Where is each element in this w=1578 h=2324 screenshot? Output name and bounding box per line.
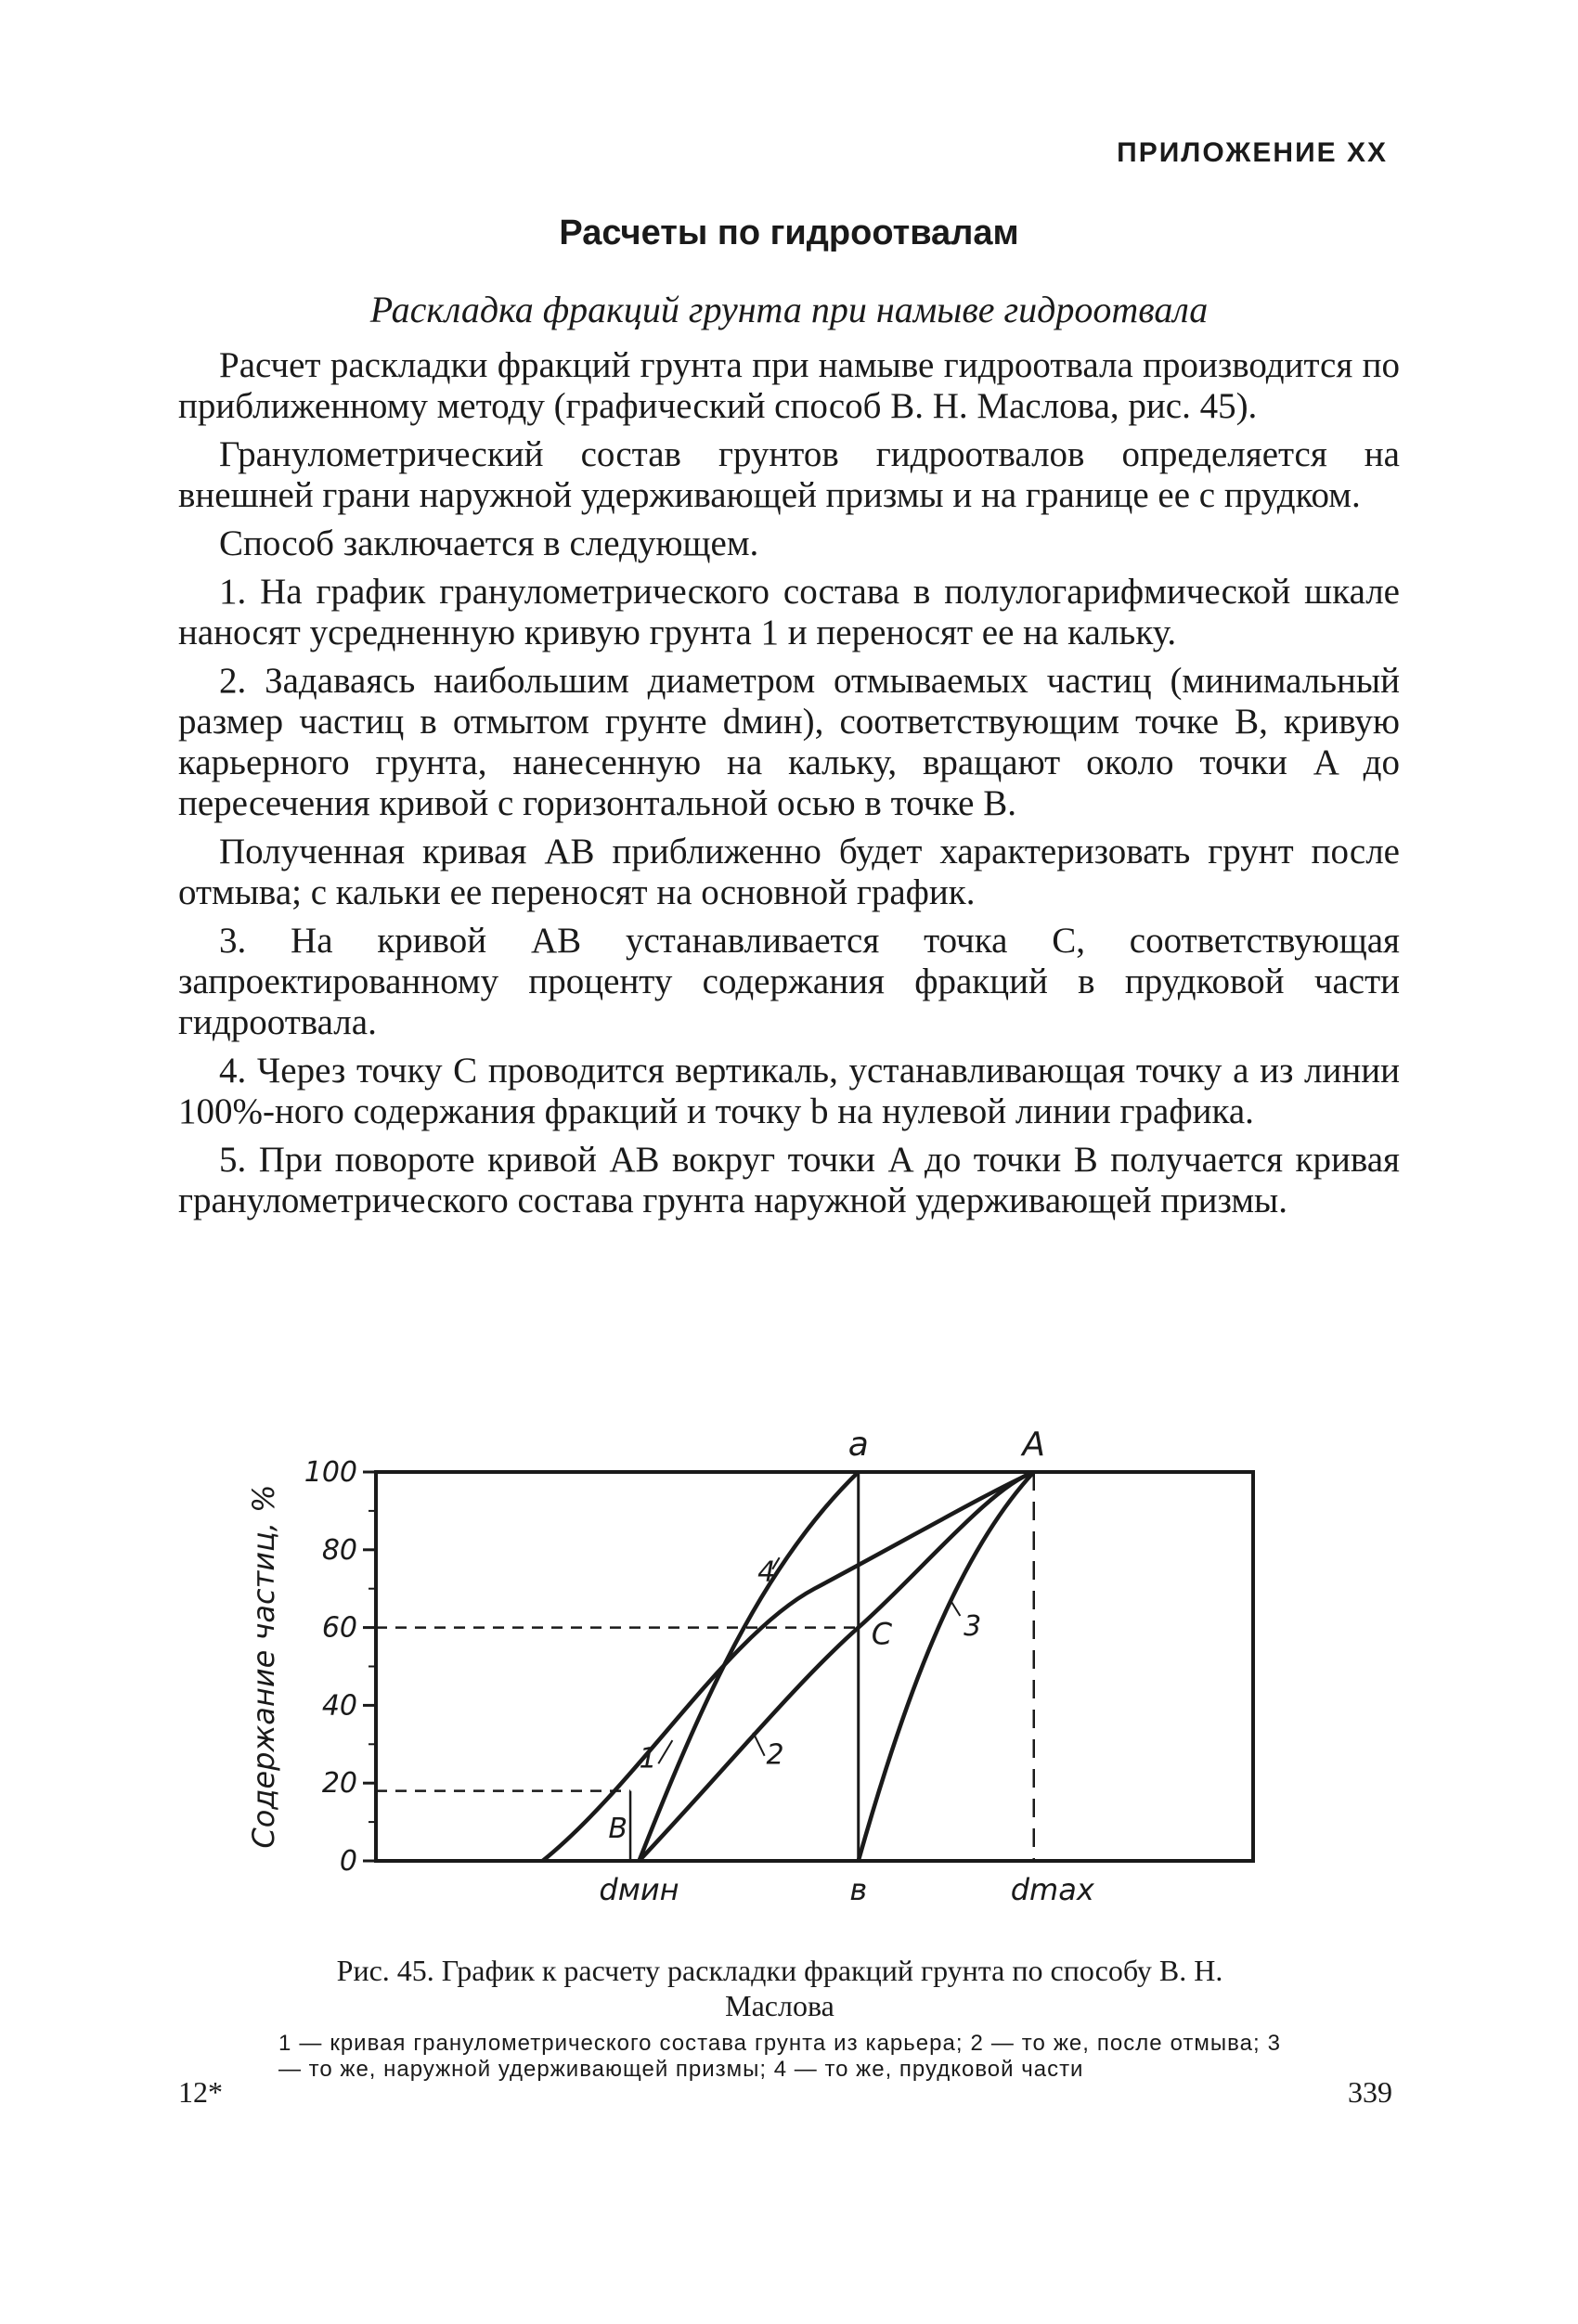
x-mark-dmin: dмин (599, 1872, 679, 1907)
signature-mark: 12* (178, 2075, 223, 2109)
point-label-c: C (871, 1616, 893, 1652)
paragraph: Расчет раскладки фракций грунта при намыве гидроотвала производится по приближенному методу (графический способ В. Н. Маслова, рис. 45). (178, 345, 1400, 426)
paragraph: 5. При повороте кривой AB вокруг точки A до точки B получается кривая гранулометрического состава грунта наружной удерживающей призмы. (178, 1140, 1400, 1220)
curve-label-1: 1 (639, 1742, 657, 1775)
series-curve-2 (640, 1472, 1034, 1861)
series-curve-4 (640, 1472, 859, 1861)
series-curve-3 (859, 1472, 1034, 1861)
y-tick-label: 0 (339, 1845, 357, 1878)
figure-legend: 1 — кривая гранулометрического состава грунта из карьера; 2 — то же, после отмыва; 3 — то же, наружной удерживающей призмы; 4 — то же, прудковой части (278, 2031, 1281, 2082)
y-tick-label: 80 (321, 1533, 357, 1567)
section-subtitle: Раскладка фракций грунта при намыве гидроотвала (369, 289, 1209, 330)
y-tick-label: 40 (321, 1689, 357, 1723)
paragraph: Гранулометрический состав грунтов гидроотвалов определяется на внешней грани наружной удерживающей призмы и на границе ее с прудком. (178, 434, 1400, 515)
leader-3 (951, 1600, 960, 1616)
leader-1 (658, 1740, 672, 1763)
leader-2 (753, 1733, 764, 1756)
curve-label-3: 3 (964, 1609, 982, 1643)
chart-root (246, 1426, 1253, 1907)
paragraph: 4. Через точку C проводится вертикаль, устанавливающая точку a из линии 100%-ного содержания фракций и точку b на нулевой линии графика. (178, 1051, 1400, 1131)
paragraph: Способ заключается в следующем. (219, 523, 759, 563)
page-number: 339 (1348, 2075, 1392, 2109)
y-tick-label: 20 (321, 1767, 357, 1801)
paragraph: 1. На график гранулометрического состава в полулогарифмической шкале наносят усредненную кривую грунта 1 и переносят ее на кальку. (178, 572, 1400, 652)
plot-frame (376, 1472, 1253, 1861)
point-label-a: a (847, 1426, 869, 1464)
curve-label-2: 2 (766, 1738, 784, 1772)
paragraph: 3. На кривой AB устанавливается точка C, соответствующая запроектированному проценту содержания фракций в прудковой части гидроотвала. (178, 921, 1400, 1042)
curve-label-4: 4 (757, 1556, 776, 1589)
point-label-A: A (1022, 1426, 1046, 1464)
x-mark-b: в (849, 1872, 868, 1907)
x-mark-dmax: dmax (1010, 1872, 1094, 1907)
y-tick-label: 100 (304, 1456, 357, 1489)
paragraph: Полученная кривая AB приближенно будет характеризовать грунт после отмыва; с кальки ее переносят на основной график. (178, 832, 1400, 912)
point-label-B: B (608, 1812, 628, 1845)
page-title: Расчеты по гидроотвалам (559, 213, 1019, 252)
paragraph: 2. Задаваясь наибольшим диаметром отмываемых частиц (минимальный размер частиц в отмытом грунте dмин), соответствующим точке B, кривую карьерного грунта, нанесенную на кальку, вращают около точки A до пересечения кривой с горизонтальной осью в точке B. (178, 661, 1400, 823)
appendix-header: ПРИЛОЖЕНИЕ XX (1117, 137, 1388, 168)
y-tick-label: 60 (321, 1611, 357, 1645)
figure-caption: Рис. 45. График к расчету раскладки фракций грунта по способу В. Н. Маслова (336, 1954, 1223, 2022)
y-axis-label: Содержание частиц, % (246, 1484, 281, 1849)
